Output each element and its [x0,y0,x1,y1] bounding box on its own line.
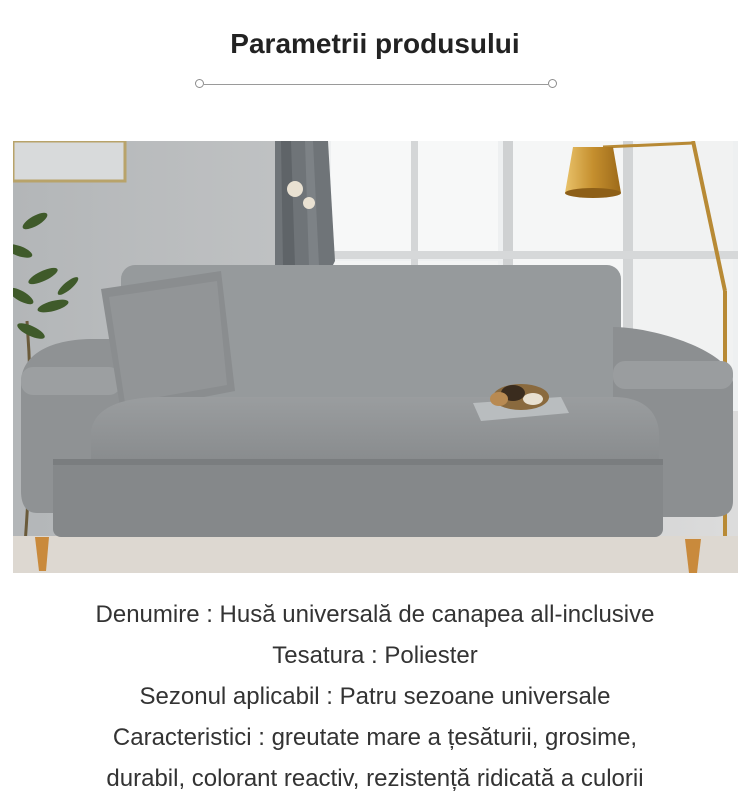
divider-dot-left [195,79,204,88]
divider-line [204,84,548,85]
spec-line-season: Sezonul aplicabil : Patru sezoane universale [139,683,611,710]
title-divider [195,78,557,92]
page-title: Parametrii produsului [230,28,520,59]
sofa-illustration [13,141,738,573]
spec-line-name: Denumire : Husă universală de canapea all-inclusive [95,601,655,628]
spec-line-features-cont: durabil, colorant reactiv, rezistență ridicată a culorii [106,765,644,792]
product-specs [0,594,750,799]
divider-dot-right [548,79,557,88]
product-photo [13,141,738,573]
spec-line-fabric: Tesatura : Poliester [272,642,478,669]
spec-line-features: Caracteristici : greutate mare a țesăturii, grosime, [112,724,638,751]
